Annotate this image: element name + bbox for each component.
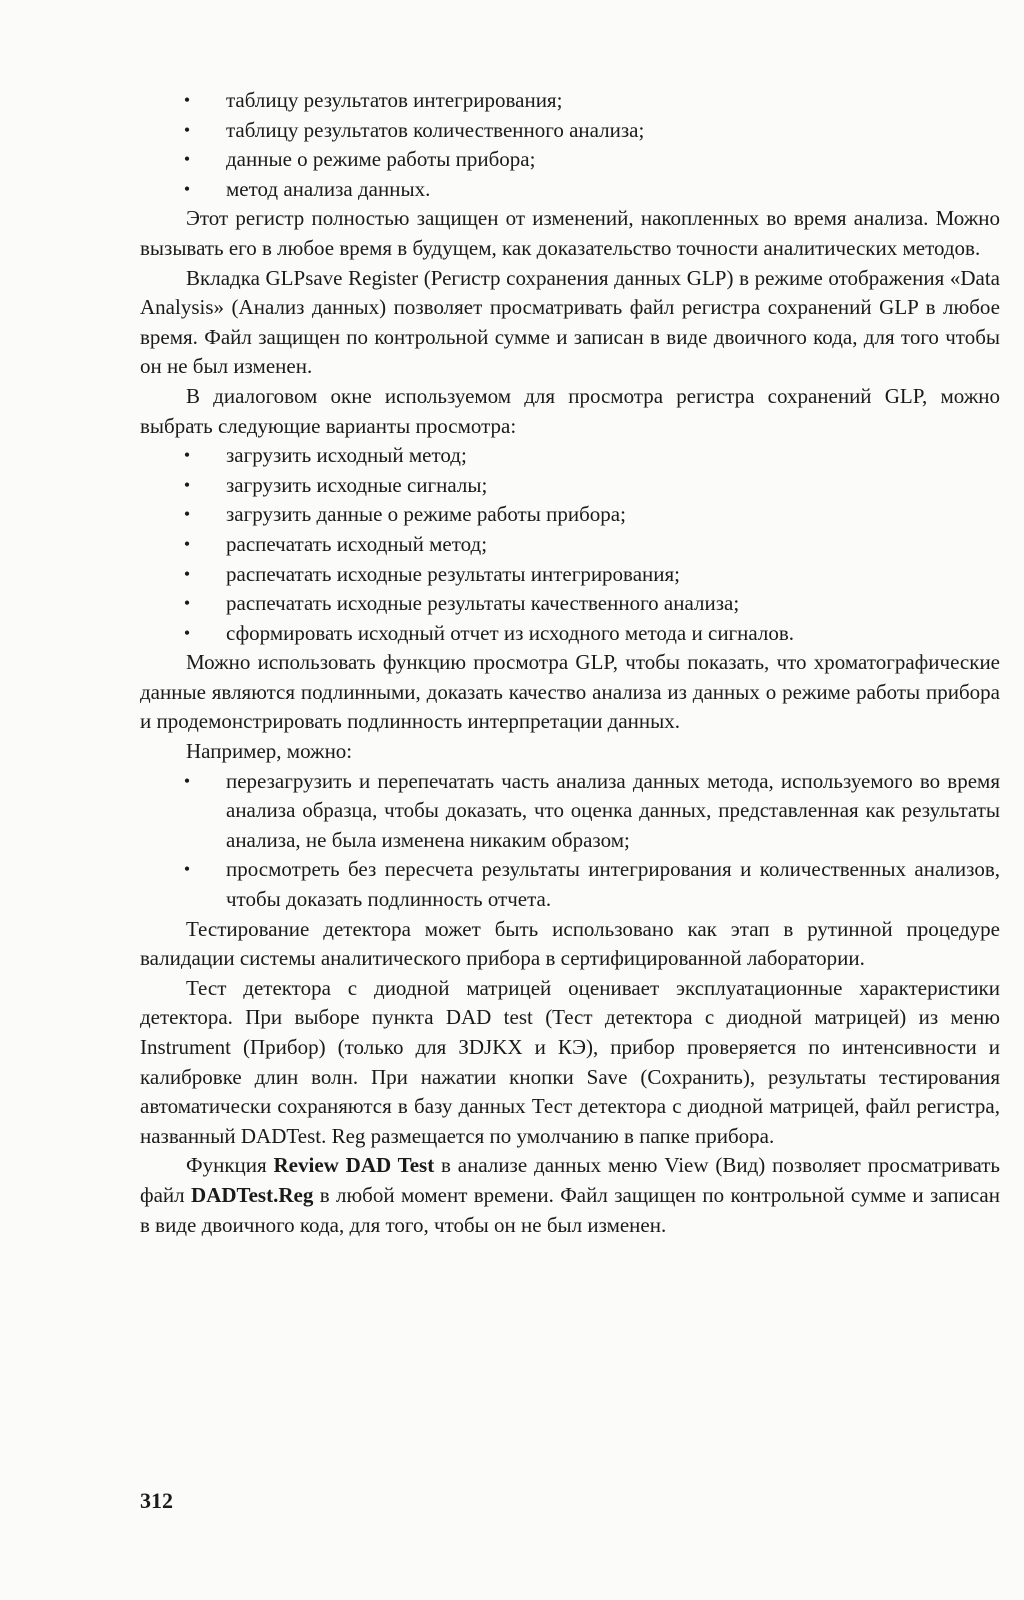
- bullet-icon: •: [183, 622, 191, 643]
- bullet-icon: •: [183, 859, 191, 880]
- list-item: • таблицу результатов интегрирования;: [140, 86, 1000, 116]
- list-item: • метод анализа данных.: [140, 175, 1000, 205]
- bullet-icon: •: [183, 178, 191, 199]
- list-item: • данные о режиме работы прибора;: [140, 145, 1000, 175]
- bullet-icon: •: [183, 593, 191, 614]
- bullet-icon: •: [183, 90, 191, 110]
- bullet-icon: •: [183, 474, 191, 495]
- bullet-icon: •: [183, 445, 191, 466]
- list-glp-register-contents: [140, 86, 1000, 204]
- paragraph: Например, можно:: [186, 739, 353, 764]
- bullet-icon: •: [183, 149, 191, 170]
- list-item: • перезагрузить и перепечатать часть анализа данных метода, используемого во время анализа образца, чтобы доказать, что оценка данных, представленная как результаты анализа, не была изменена никаким образом;: [140, 767, 1000, 856]
- paragraph: Можно использовать функцию просмотра GLP, чтобы показать, что хроматографические данные являются подлинными, доказать качество анализа из данных о режиме работы прибора и продемонстрировать подлинность интерпретации данных.: [140, 650, 1000, 734]
- list-examples: [140, 767, 1000, 915]
- paragraph: Тестирование детектора может быть использовано как этап в рутинной процедуре валидации системы аналитического прибора в сертифицированной лаборатории.: [140, 916, 1000, 971]
- bullet-icon: •: [183, 504, 191, 525]
- bold-term: Review DAD Test: [273, 1153, 435, 1178]
- list-item: • загрузить исходные сигналы;: [140, 471, 1000, 501]
- list-item: • загрузить данные о режиме работы прибора;: [140, 500, 1000, 530]
- bold-term: DADTest.Reg: [191, 1182, 314, 1207]
- list-item: • распечатать исходные результаты качественного анализа;: [140, 589, 1000, 619]
- paragraph: Вкладка GLPsave Register (Регистр сохранения данных GLP) в режиме отображения «Data Analysis» (Анализ данных) позволяет просматривать файл регистра сохранений GLP в любое время. Файл защищен по контрольной сумме и записан в виде двоичного кода, для того чтобы он не был изменен.: [140, 265, 1000, 379]
- list-item: • просмотреть без пересчета результаты интегрирования и количественных анализов, чтобы доказать подлинность отчета.: [140, 855, 1000, 914]
- paragraph: Этот регистр полностью защищен от изменений, накопленных во время анализа. Можно вызывать его в любое время в будущем, как доказательство точности аналитических методов.: [140, 206, 1000, 260]
- list-item: • распечатать исходный метод;: [140, 530, 1000, 560]
- page-number: 312: [140, 1488, 173, 1513]
- bullet-icon: •: [183, 563, 191, 584]
- list-item: • сформировать исходный отчет из исходного метода и сигналов.: [140, 619, 1000, 649]
- bullet-icon: •: [183, 119, 191, 140]
- bullet-icon: •: [183, 770, 191, 791]
- page-body: [140, 86, 1000, 1240]
- list-item: • таблицу результатов количественного анализа;: [140, 116, 1000, 146]
- list-item: • распечатать исходные результаты интегрирования;: [140, 560, 1000, 590]
- paragraph-review-dad-test: Функция Review DAD Test в анализе данных меню View (Вид) позволяет просматривать файл DADTest.Reg в любой момент времени. Файл защищен по контрольной сумме и записан в виде двоичного кода, для того, чтобы он не был изменен.: [140, 1153, 1000, 1237]
- bullet-icon: •: [183, 533, 191, 554]
- list-view-options: [140, 441, 1000, 648]
- list-item: • загрузить исходный метод;: [140, 441, 1000, 471]
- paragraph: В диалоговом окне используемом для просмотра регистра сохранений GLP, можно выбрать следующие варианты просмотра:: [140, 383, 1000, 438]
- paragraph: Тест детектора с диодной матрицей оценивает эксплуатационные характеристики детектора. При выборе пункта DAD test (Тест детектора с диодной матрицей) из меню Instrument (Прибор) (только для ЗDJKX и КЭ), прибор проверяется по интенсивности и калибровке длин волн. При нажатии кнопки Save (Сохранить), результаты тестирования автоматически сохраняются в базу данных Тест детектора с диодной матрицей, файл регистра, названный DADTest. Reg размещается по умолчанию в папке прибора.: [140, 975, 1000, 1148]
